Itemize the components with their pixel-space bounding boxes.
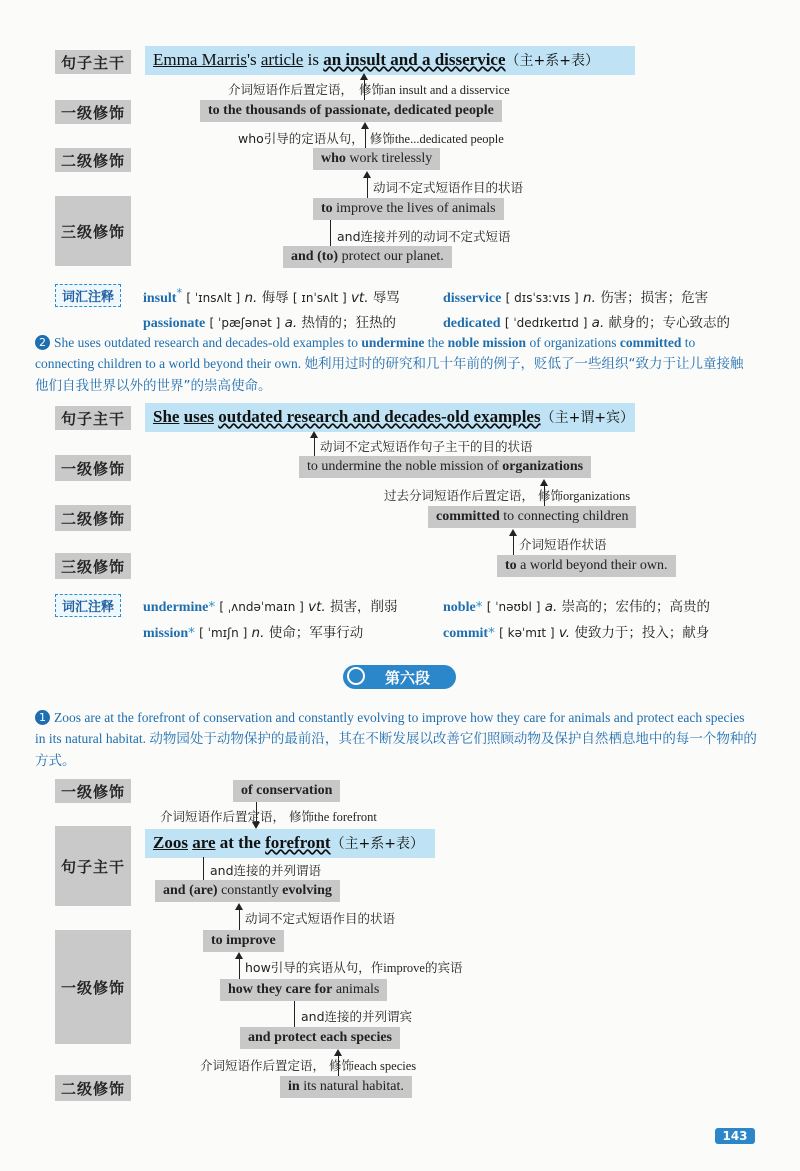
annotation-3-3: how引导的宾语从句，作improve的宾语 (245, 960, 463, 975)
modifier-box-1-3: to improve the lives of animals (313, 198, 504, 220)
label-main-3: 句子主干 (55, 826, 131, 906)
label-main-2: 句子主干 (55, 406, 131, 430)
main-possessive: 's (246, 50, 261, 69)
label-l1-2: 一级修饰 (55, 455, 131, 481)
label-l1a-3: 一级修饰 (55, 779, 131, 803)
modifier-box-1-4: and (to) protect our planet. (283, 246, 452, 268)
modifier-box-3-4: and protect each species (240, 1027, 400, 1049)
vocab-item-mission: mission* [ ˈmɪʃn ] n. 使命；军事行动 (143, 625, 364, 641)
main-predicative: an insult and a disserv (323, 50, 486, 69)
annotation-2-3: 介词短语作状语 (519, 537, 607, 552)
annotation-3-0: 介词短语作后置定语， 修饰the forefront (160, 809, 377, 824)
label-main-1: 句子主干 (55, 50, 131, 74)
label-l2-3: 二级修饰 (55, 1075, 131, 1101)
arrow-line (239, 957, 240, 979)
annotation-3-2: 动词不定式短语作目的状语 (245, 911, 396, 926)
sentence-main-2: She uses outdated research and decades-old examples（主+谓+宾） (145, 403, 635, 432)
annotation-1-3: 动词不定式短语作目的状语 (373, 180, 524, 195)
annotation-3-5: 介词短语作后置定语， 修饰each species (200, 1058, 417, 1073)
sentence-main-1 (145, 46, 635, 75)
vocab-item-insult: insult* [ ˈɪnsʌlt ] n. 侮辱 [ ɪnˈsʌlt ] vt. 辱骂 (143, 286, 400, 306)
vocab-item-undermine: undermine* [ ˌʌndəˈmaɪn ] vt. 损害，削弱 (143, 599, 398, 615)
main-verb: is (303, 50, 324, 69)
page-number: 143 (715, 1128, 755, 1144)
main-predicative-end: ice (485, 50, 506, 69)
modifier-box-3-0: of conservation (233, 780, 340, 802)
annotation-3-4: and连接的并列谓宾 (301, 1009, 413, 1024)
arrow-line (367, 176, 368, 198)
sentence-main-3: Zoos are at the forefront（主+系+表） (145, 829, 435, 858)
modifier-box-1-2: who work tirelessly (313, 148, 440, 170)
annotation-3-1: and连接的并列谓语 (210, 863, 322, 878)
modifier-box-2-2: committed to connecting children (428, 506, 636, 528)
modifier-box-3-3: how they care for animals (220, 979, 387, 1001)
annotation-1-4: and连接并列的动词不定式短语 (337, 229, 511, 244)
vocab-item-commit: commit* [ kəˈmɪt ] v. 使致力于；投入；献身 (443, 625, 710, 641)
annotation-1-2: who引导的定语从句， 修饰the...dedicated people (238, 131, 504, 146)
arrow-line (314, 436, 315, 456)
label-l1b-3: 一级修饰 (55, 930, 131, 1044)
vocab-label-1: 词汇注释 (55, 284, 121, 307)
vocab-item-disservice: disservice [ dɪsˈsɜːvɪs ] n. 伤害；损害；危害 (443, 290, 709, 306)
paragraph-6-1: 1 Zoos are at the forefront of conservation and constantly evolving to improve how they care for animals and protect each species in its natural habitat. 动物园处于动物保护的最前沿，其在不断发展以改善它们照顾动物及保护自然栖息地中的每一个物种的方式。 (35, 710, 757, 769)
main-tag: （主+系+表） (505, 53, 599, 69)
modifier-box-3-2: to improve (203, 930, 284, 952)
label-l3-2: 三级修饰 (55, 553, 131, 579)
modifier-box-3-1: and (are) constantly evolving (155, 880, 340, 902)
main-subject: Emma Marris (153, 50, 247, 69)
modifier-box-2-1: to undermine the noble mission of organizations (299, 456, 591, 478)
annotation-1-1: 介词短语作后置定语， 修饰an insult and a disservice (228, 82, 510, 97)
arrow-line (239, 908, 240, 930)
modifier-box-3-5: in its natural habitat. (280, 1076, 412, 1098)
magnifier-icon (347, 667, 365, 685)
modifier-box-2-3: to a world beyond their own. (497, 555, 676, 577)
section-heading: 第六段 (343, 665, 456, 689)
vocab-label-2: 词汇注释 (55, 594, 121, 617)
connector-line (203, 857, 204, 881)
connector-line (330, 220, 331, 246)
arrow-line (513, 534, 514, 555)
paragraph-2: 2 She uses outdated research and decades-old examples to undermine the noble mission of organizations committed to connecting children to a world beyond their own. 她利用过时的研究和几十年前的例子，贬低了一些组织“致力于让儿童接触他们自我世界以外的世界”的崇高使命。 (35, 335, 744, 394)
label-l3-1: 三级修饰 (55, 196, 131, 266)
vocab-item-passionate: passionate [ ˈpæʃənət ] a. 热情的；狂热的 (143, 315, 397, 331)
label-l2-2: 二级修饰 (55, 505, 131, 531)
main-article: article (260, 50, 304, 69)
annotation-2-1: 动词不定式短语作句子主干的目的状语 (320, 439, 533, 454)
label-l1-1: 一级修饰 (55, 100, 131, 124)
vocab-item-dedicated: dedicated [ ˈdedɪkeɪtɪd ] a. 献身的；专心致志的 (443, 315, 731, 331)
label-l2-1: 二级修饰 (55, 148, 131, 172)
connector-line (294, 1001, 295, 1027)
annotation-2-2: 过去分词短语作后置定语， 修饰organizations (384, 488, 631, 503)
modifier-box-1-1: to the thousands of passionate, dedicated people (200, 100, 502, 122)
vocab-item-noble: noble* [ ˈnəʊbl ] a. 崇高的；宏伟的；高贵的 (443, 599, 711, 615)
